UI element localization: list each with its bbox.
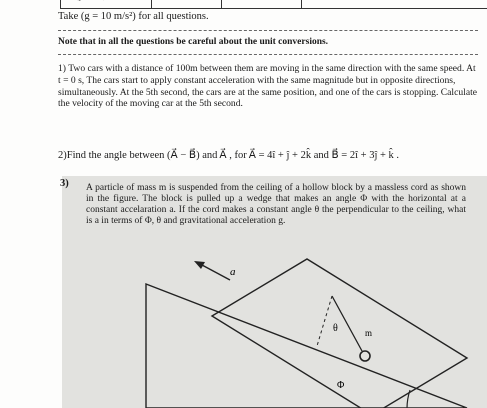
points-label bbox=[75, 0, 106, 1]
question-number: 3) bbox=[60, 178, 69, 189]
question-3-text: A particle of mass m is suspended from the ceiling of a hollow block by a massless cord as shown in the figure. The block is pulled up a wedge that makes an angle Φ with the horizontal at a constant accelaration a. If the cord makes a constant angle θ the perpendicular to the ceiling, what is a in terms of Φ, θ and gravitational acceleration g. bbox=[86, 183, 466, 227]
note-text: Note that in all the questions be careful about the unit conversions. bbox=[58, 37, 329, 47]
question-2 bbox=[58, 149, 399, 161]
perpendicular-reference bbox=[317, 296, 332, 346]
acceleration-label: a bbox=[230, 266, 236, 278]
take-g-instruction: Take (g = 10 m/s²) for all questions. bbox=[58, 11, 209, 22]
question-number: 2) bbox=[58, 150, 67, 161]
divider bbox=[58, 54, 478, 55]
question-text: Find the angle between (A⃗ − B⃗) and A⃗ , for A⃗ = 4î + ĵ + 2k̂ and B⃗ = 2î + 3ĵ + k̂ . bbox=[66, 150, 400, 161]
wedge-block-figure bbox=[62, 176, 487, 408]
question-number: 1) bbox=[58, 63, 66, 74]
points-table bbox=[60, 0, 487, 9]
wedge bbox=[146, 284, 467, 408]
question-text: Two cars with a distance of 100m between them are moving in the same direction with the same speed. At t = 0 s, The cars start to apply constant acceleration with the same magnitude but in opposite directions, simultaneously. At the 5th second, the cars are at the same position, and one of the cars is stopping. Calculate the velocity of the moving car at the 5th second. bbox=[58, 63, 477, 110]
mass-label: m bbox=[365, 328, 373, 338]
mass bbox=[360, 351, 370, 361]
question-1 bbox=[58, 63, 478, 110]
acceleration-arrow bbox=[202, 265, 230, 280]
divider bbox=[58, 30, 478, 31]
theta-label: θ bbox=[333, 323, 338, 334]
phi-label: Φ bbox=[337, 380, 345, 391]
